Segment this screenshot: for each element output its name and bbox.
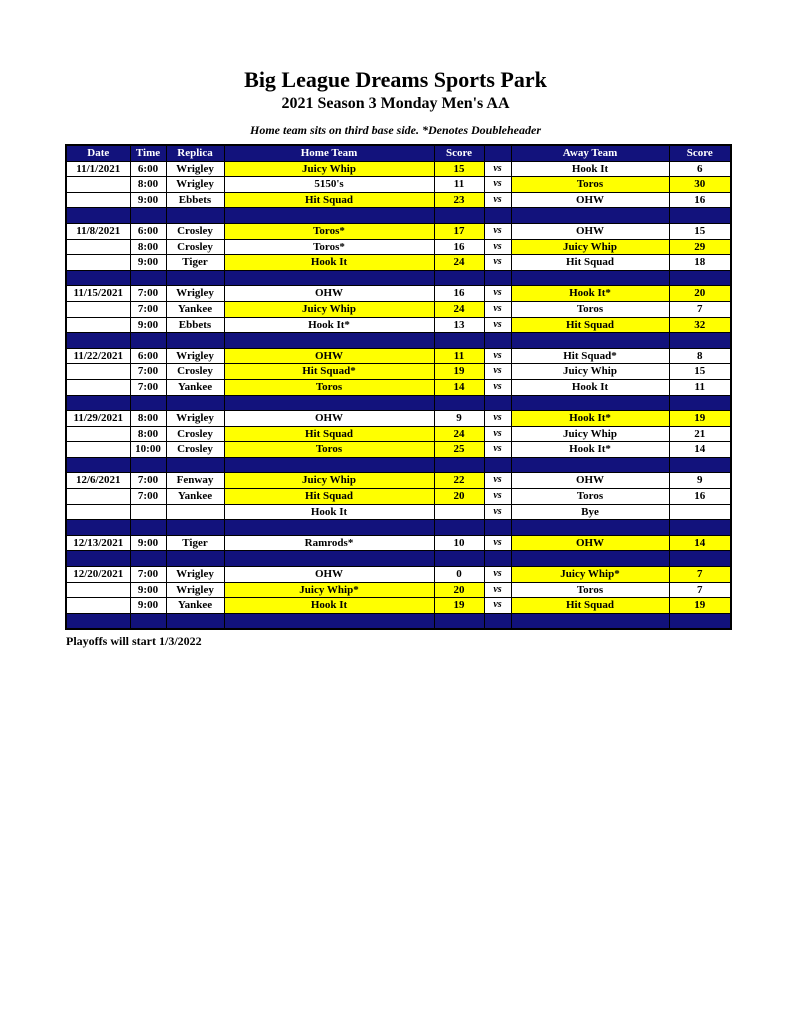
away-team-cell: Juicy Whip <box>511 364 669 380</box>
separator-cell <box>166 333 224 349</box>
away-score-cell: 30 <box>669 177 731 193</box>
time-cell <box>130 504 166 520</box>
time-cell: 6:00 <box>130 348 166 364</box>
away-team-cell: Hook It* <box>511 286 669 302</box>
away-team-cell: Toros <box>511 301 669 317</box>
away-team-cell: Toros <box>511 177 669 193</box>
header-cell-home-team: Home Team <box>224 145 434 161</box>
home-team-cell: Toros <box>224 379 434 395</box>
separator-cell <box>166 457 224 473</box>
home-score-cell: 20 <box>434 582 484 598</box>
replica-cell: Wrigley <box>166 411 224 427</box>
home-score-cell: 19 <box>434 598 484 614</box>
home-team-cell: Hit Squad <box>224 426 434 442</box>
away-team-cell: OHW <box>511 535 669 551</box>
vs-cell: vs <box>484 582 511 598</box>
separator-cell <box>130 613 166 629</box>
away-score-cell: 32 <box>669 317 731 333</box>
home-score-cell: 23 <box>434 192 484 208</box>
separator-cell <box>166 613 224 629</box>
game-row <box>66 582 731 598</box>
home-team-cell: Hook It <box>224 504 434 520</box>
vs-cell: vs <box>484 442 511 458</box>
date-cell: 12/20/2021 <box>66 567 130 583</box>
away-score-cell: 16 <box>669 489 731 505</box>
vs-cell: vs <box>484 504 511 520</box>
separator-cell <box>66 520 130 536</box>
game-row <box>66 286 731 302</box>
vs-cell: vs <box>484 177 511 193</box>
away-team-cell: Toros <box>511 582 669 598</box>
date-cell: 11/22/2021 <box>66 348 130 364</box>
home-score-cell: 9 <box>434 411 484 427</box>
separator-cell <box>130 457 166 473</box>
away-score-cell: 15 <box>669 223 731 239</box>
vs-cell: vs <box>484 535 511 551</box>
separator-cell <box>66 333 130 349</box>
vs-cell: vs <box>484 192 511 208</box>
separator-cell <box>511 395 669 411</box>
separator-cell <box>669 395 731 411</box>
time-cell: 8:00 <box>130 177 166 193</box>
separator-cell <box>669 520 731 536</box>
game-row <box>66 473 731 489</box>
vs-cell: vs <box>484 301 511 317</box>
week-separator-row <box>66 551 731 567</box>
separator-cell <box>434 457 484 473</box>
game-row <box>66 161 731 177</box>
replica-cell: Wrigley <box>166 348 224 364</box>
separator-cell <box>130 270 166 286</box>
separator-cell <box>224 333 434 349</box>
date-cell <box>66 504 130 520</box>
away-team-cell: OHW <box>511 473 669 489</box>
away-score-cell: 11 <box>669 379 731 395</box>
home-team-cell: OHW <box>224 286 434 302</box>
home-team-cell: Hook It <box>224 255 434 271</box>
playoffs-note: Playoffs will start 1/3/2022 <box>66 634 202 649</box>
date-cell <box>66 255 130 271</box>
home-team-cell: Toros* <box>224 239 434 255</box>
away-team-cell: Juicy Whip* <box>511 567 669 583</box>
game-row <box>66 535 731 551</box>
home-score-cell: 19 <box>434 364 484 380</box>
time-cell: 10:00 <box>130 442 166 458</box>
vs-cell: vs <box>484 364 511 380</box>
replica-cell: Yankee <box>166 301 224 317</box>
home-team-cell: Hook It* <box>224 317 434 333</box>
separator-cell <box>669 613 731 629</box>
week-separator-row <box>66 613 731 629</box>
game-row <box>66 598 731 614</box>
week-separator-row <box>66 208 731 224</box>
away-score-cell: 20 <box>669 286 731 302</box>
game-row <box>66 567 731 583</box>
separator-cell <box>511 457 669 473</box>
replica-cell: Wrigley <box>166 286 224 302</box>
home-team-cell: OHW <box>224 567 434 583</box>
vs-cell: vs <box>484 426 511 442</box>
separator-cell <box>224 395 434 411</box>
separator-cell <box>434 395 484 411</box>
time-cell: 7:00 <box>130 473 166 489</box>
home-score-cell: 24 <box>434 255 484 271</box>
away-team-cell: OHW <box>511 223 669 239</box>
separator-cell <box>484 333 511 349</box>
separator-cell <box>484 613 511 629</box>
separator-cell <box>66 613 130 629</box>
home-score-cell: 13 <box>434 317 484 333</box>
home-team-cell: Juicy Whip <box>224 301 434 317</box>
separator-cell <box>434 333 484 349</box>
game-row <box>66 364 731 380</box>
away-score-cell: 7 <box>669 582 731 598</box>
home-team-cell: Hit Squad <box>224 192 434 208</box>
separator-cell <box>484 457 511 473</box>
home-score-cell: 24 <box>434 426 484 442</box>
home-score-cell: 10 <box>434 535 484 551</box>
separator-cell <box>166 551 224 567</box>
replica-cell: Crosley <box>166 239 224 255</box>
game-row <box>66 426 731 442</box>
replica-cell: Crosley <box>166 223 224 239</box>
time-cell: 7:00 <box>130 489 166 505</box>
home-team-cell: Juicy Whip* <box>224 582 434 598</box>
separator-cell <box>434 270 484 286</box>
header-cell-time: Time <box>130 145 166 161</box>
away-team-cell: Hook It <box>511 379 669 395</box>
away-score-cell: 19 <box>669 598 731 614</box>
separator-cell <box>224 457 434 473</box>
separator-cell <box>669 208 731 224</box>
away-team-cell: Hit Squad <box>511 598 669 614</box>
home-score-cell <box>434 504 484 520</box>
away-team-cell: Hook It* <box>511 442 669 458</box>
vs-cell: vs <box>484 567 511 583</box>
date-cell <box>66 364 130 380</box>
away-score-cell: 14 <box>669 442 731 458</box>
home-score-cell: 11 <box>434 348 484 364</box>
replica-cell: Fenway <box>166 473 224 489</box>
week-separator-row <box>66 395 731 411</box>
home-team-cell: Juicy Whip <box>224 161 434 177</box>
away-team-cell: Hook It <box>511 161 669 177</box>
date-cell <box>66 301 130 317</box>
home-team-cell: 5150's <box>224 177 434 193</box>
date-cell <box>66 598 130 614</box>
separator-cell <box>511 613 669 629</box>
home-team-cell: Hit Squad <box>224 489 434 505</box>
separator-cell <box>130 551 166 567</box>
separator-cell <box>66 395 130 411</box>
date-cell <box>66 442 130 458</box>
vs-cell: vs <box>484 598 511 614</box>
separator-cell <box>511 551 669 567</box>
separator-cell <box>484 270 511 286</box>
separator-cell <box>166 520 224 536</box>
week-separator-row <box>66 270 731 286</box>
time-cell: 7:00 <box>130 301 166 317</box>
home-score-cell: 16 <box>434 286 484 302</box>
time-cell: 7:00 <box>130 364 166 380</box>
separator-cell <box>166 208 224 224</box>
away-team-cell: Toros <box>511 489 669 505</box>
replica-cell: Wrigley <box>166 582 224 598</box>
week-separator-row <box>66 457 731 473</box>
time-cell: 6:00 <box>130 223 166 239</box>
header-cell-away-score: Score <box>669 145 731 161</box>
date-cell <box>66 317 130 333</box>
replica-cell: Yankee <box>166 598 224 614</box>
separator-cell <box>434 613 484 629</box>
game-row <box>66 223 731 239</box>
time-cell: 9:00 <box>130 317 166 333</box>
replica-cell: Wrigley <box>166 567 224 583</box>
away-score-cell: 21 <box>669 426 731 442</box>
separator-cell <box>66 208 130 224</box>
away-team-cell: Hit Squad* <box>511 348 669 364</box>
separator-cell <box>669 551 731 567</box>
vs-cell: vs <box>484 317 511 333</box>
vs-cell: vs <box>484 161 511 177</box>
time-cell: 9:00 <box>130 192 166 208</box>
away-score-cell: 18 <box>669 255 731 271</box>
game-row <box>66 504 731 520</box>
game-row <box>66 255 731 271</box>
away-score-cell: 6 <box>669 161 731 177</box>
separator-cell <box>434 208 484 224</box>
away-team-cell: OHW <box>511 192 669 208</box>
home-team-cell: Juicy Whip <box>224 473 434 489</box>
home-team-cell: Hook It <box>224 598 434 614</box>
week-separator-row <box>66 520 731 536</box>
date-cell <box>66 379 130 395</box>
separator-cell <box>434 520 484 536</box>
separator-cell <box>66 457 130 473</box>
vs-cell: vs <box>484 379 511 395</box>
vs-cell: vs <box>484 489 511 505</box>
away-score-cell: 7 <box>669 567 731 583</box>
separator-cell <box>511 208 669 224</box>
replica-cell: Ebbets <box>166 317 224 333</box>
home-score-cell: 25 <box>434 442 484 458</box>
away-score-cell: 15 <box>669 364 731 380</box>
separator-cell <box>224 551 434 567</box>
header-cell-replica: Replica <box>166 145 224 161</box>
replica-cell: Crosley <box>166 364 224 380</box>
replica-cell: Yankee <box>166 489 224 505</box>
page-title: Big League Dreams Sports Park <box>244 67 547 92</box>
date-cell: 11/1/2021 <box>66 161 130 177</box>
home-score-cell: 11 <box>434 177 484 193</box>
separator-cell <box>224 270 434 286</box>
game-row <box>66 489 731 505</box>
game-row <box>66 348 731 364</box>
separator-cell <box>130 333 166 349</box>
time-cell: 7:00 <box>130 379 166 395</box>
date-cell <box>66 239 130 255</box>
header-cell-date: Date <box>66 145 130 161</box>
away-team-cell: Hit Squad <box>511 317 669 333</box>
separator-cell <box>66 551 130 567</box>
home-score-cell: 24 <box>434 301 484 317</box>
time-cell: 9:00 <box>130 535 166 551</box>
vs-cell: vs <box>484 348 511 364</box>
separator-cell <box>434 551 484 567</box>
replica-cell: Crosley <box>166 426 224 442</box>
away-score-cell: 29 <box>669 239 731 255</box>
home-score-cell: 15 <box>434 161 484 177</box>
home-team-cell: OHW <box>224 411 434 427</box>
game-row <box>66 379 731 395</box>
vs-cell: vs <box>484 223 511 239</box>
page-subtitle: 2021 Season 3 Monday Men's AA <box>281 95 510 112</box>
vs-cell: vs <box>484 255 511 271</box>
game-row <box>66 239 731 255</box>
time-cell: 8:00 <box>130 411 166 427</box>
game-row <box>66 192 731 208</box>
date-cell <box>66 192 130 208</box>
away-score-cell: 16 <box>669 192 731 208</box>
separator-cell <box>224 520 434 536</box>
replica-cell: Ebbets <box>166 192 224 208</box>
time-cell: 6:00 <box>130 161 166 177</box>
home-team-cell: Ramrods* <box>224 535 434 551</box>
date-cell <box>66 177 130 193</box>
away-team-cell: Hit Squad <box>511 255 669 271</box>
header-cell-home-score: Score <box>434 145 484 161</box>
home-team-cell: Toros <box>224 442 434 458</box>
home-score-cell: 22 <box>434 473 484 489</box>
separator-cell <box>484 551 511 567</box>
vs-header-cell <box>484 145 511 161</box>
time-cell: 8:00 <box>130 239 166 255</box>
vs-cell: vs <box>484 411 511 427</box>
time-cell: 9:00 <box>130 582 166 598</box>
replica-cell <box>166 504 224 520</box>
replica-cell: Yankee <box>166 379 224 395</box>
away-team-cell: Bye <box>511 504 669 520</box>
away-score-cell: 14 <box>669 535 731 551</box>
home-score-cell: 14 <box>434 379 484 395</box>
separator-cell <box>224 613 434 629</box>
separator-cell <box>130 208 166 224</box>
date-cell <box>66 426 130 442</box>
vs-cell: vs <box>484 286 511 302</box>
separator-cell <box>669 333 731 349</box>
replica-cell: Wrigley <box>166 161 224 177</box>
date-cell: 12/6/2021 <box>66 473 130 489</box>
replica-cell: Crosley <box>166 442 224 458</box>
away-team-cell: Juicy Whip <box>511 239 669 255</box>
time-cell: 8:00 <box>130 426 166 442</box>
home-score-cell: 20 <box>434 489 484 505</box>
table-header-row <box>66 145 731 161</box>
home-score-cell: 16 <box>434 239 484 255</box>
date-cell <box>66 582 130 598</box>
game-row <box>66 301 731 317</box>
separator-cell <box>484 395 511 411</box>
away-team-cell: Hook It* <box>511 411 669 427</box>
separator-cell <box>224 208 434 224</box>
home-team-cell: OHW <box>224 348 434 364</box>
game-row <box>66 177 731 193</box>
date-cell: 11/8/2021 <box>66 223 130 239</box>
separator-cell <box>484 208 511 224</box>
away-score-cell: 19 <box>669 411 731 427</box>
away-team-cell: Juicy Whip <box>511 426 669 442</box>
away-score-cell <box>669 504 731 520</box>
vs-cell: vs <box>484 239 511 255</box>
time-cell: 9:00 <box>130 598 166 614</box>
schedule-note: Home team sits on third base side. *Denotes Doubleheader <box>250 123 541 137</box>
separator-cell <box>484 520 511 536</box>
date-cell: 12/13/2021 <box>66 535 130 551</box>
vs-cell: vs <box>484 473 511 489</box>
separator-cell <box>130 395 166 411</box>
home-team-cell: Hit Squad* <box>224 364 434 380</box>
date-cell <box>66 489 130 505</box>
separator-cell <box>511 333 669 349</box>
separator-cell <box>669 270 731 286</box>
replica-cell: Wrigley <box>166 177 224 193</box>
time-cell: 7:00 <box>130 567 166 583</box>
game-row <box>66 317 731 333</box>
away-score-cell: 9 <box>669 473 731 489</box>
separator-cell <box>130 520 166 536</box>
separator-cell <box>66 270 130 286</box>
separator-cell <box>511 520 669 536</box>
date-cell: 11/15/2021 <box>66 286 130 302</box>
home-team-cell: Toros* <box>224 223 434 239</box>
replica-cell: Tiger <box>166 535 224 551</box>
separator-cell <box>511 270 669 286</box>
away-score-cell: 8 <box>669 348 731 364</box>
date-cell: 11/29/2021 <box>66 411 130 427</box>
game-row <box>66 442 731 458</box>
separator-cell <box>166 395 224 411</box>
replica-cell: Tiger <box>166 255 224 271</box>
header-cell-away-team: Away Team <box>511 145 669 161</box>
separator-cell <box>669 457 731 473</box>
week-separator-row <box>66 333 731 349</box>
time-cell: 9:00 <box>130 255 166 271</box>
separator-cell <box>166 270 224 286</box>
away-score-cell: 7 <box>669 301 731 317</box>
home-score-cell: 17 <box>434 223 484 239</box>
schedule-table <box>65 144 732 630</box>
home-score-cell: 0 <box>434 567 484 583</box>
time-cell: 7:00 <box>130 286 166 302</box>
game-row <box>66 411 731 427</box>
